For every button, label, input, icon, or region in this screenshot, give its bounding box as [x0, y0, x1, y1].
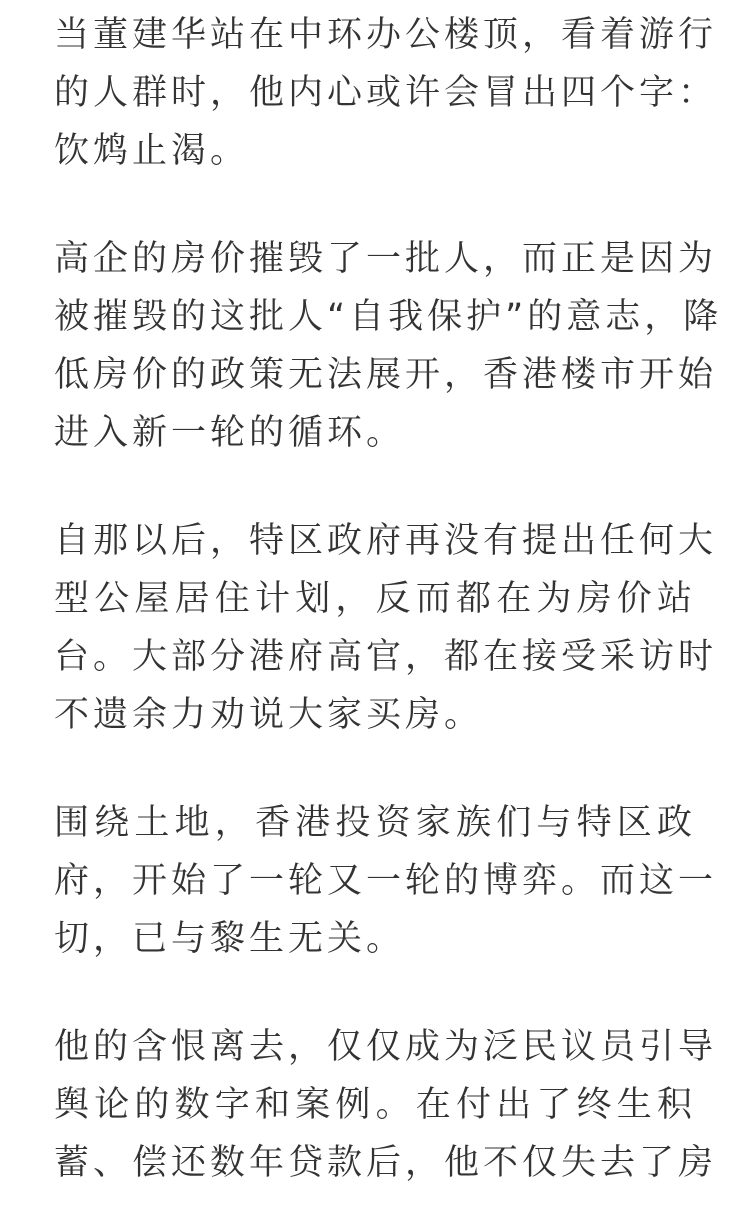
text-line: 围绕土地，香港投资家族们与特区政	[54, 803, 696, 843]
article-body	[54, 6, 723, 1192]
paragraph-3	[54, 512, 718, 744]
text-line: 进入新一轮的循环。	[54, 413, 406, 453]
text-line: 低房价的政策无法展开，香港楼市开始	[54, 355, 718, 395]
paragraph-1	[54, 6, 718, 180]
paragraph-5	[54, 1018, 718, 1192]
text-line: 当董建华站在中环办公楼顶，看着游行	[54, 15, 718, 55]
text-line: 饮鸩止渴。	[54, 131, 250, 171]
text-line: 高企的房价摧毁了一批人，而正是因为	[54, 239, 718, 279]
text-line: 不遗余力劝说大家买房。	[54, 695, 484, 735]
text-line: 的人群时，他内心或许会冒出四个字：	[54, 73, 718, 113]
text-line: 被摧毁的这批人“自我保护”的意志，降	[54, 297, 723, 337]
text-line: 型公屋居住计划，反而都在为房价站	[54, 579, 696, 619]
text-line: 舆论的数字和案例。在付出了终生积	[54, 1085, 696, 1125]
text-line: 自那以后，特区政府再没有提出任何大	[54, 521, 718, 561]
paragraph-4	[54, 794, 718, 968]
text-line: 蓄、偿还数年贷款后，他不仅失去了房	[54, 1143, 718, 1183]
text-line: 切，已与黎生无关。	[54, 919, 406, 959]
text-line: 他的含恨离去，仅仅成为泛民议员引导	[54, 1027, 718, 1067]
paragraph-2	[54, 230, 723, 462]
text-line: 台。大部分港府高官，都在接受采访时	[54, 637, 718, 677]
text-line: 府，开始了一轮又一轮的博弈。而这一	[54, 861, 718, 901]
